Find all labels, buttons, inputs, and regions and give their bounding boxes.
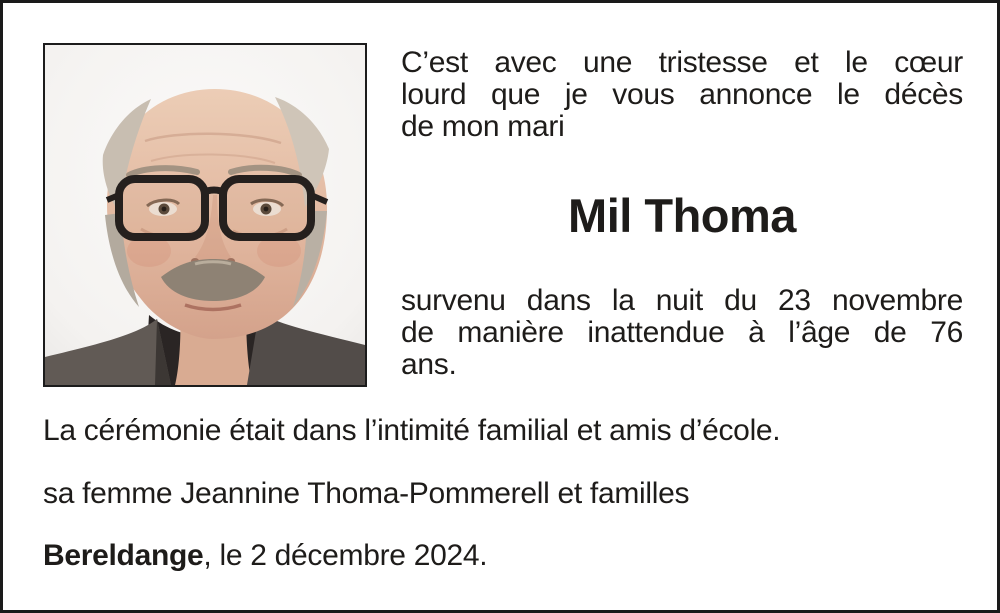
intro-paragraph xyxy=(401,47,963,143)
closing-line xyxy=(43,540,487,572)
intro-line: de mon mari xyxy=(401,110,565,143)
intro-line: lourd que je vous annonce le décès xyxy=(401,78,963,111)
death-line: survenu dans la nuit du 23 novembre xyxy=(401,284,963,317)
deceased-name: Mil Thoma xyxy=(568,189,796,242)
closing-date: , le 2 décembre 2024. xyxy=(203,539,488,572)
closing-place: Bereldange xyxy=(43,539,204,572)
ceremony-text: La cérémonie était dans l’intimité familial et amis d’école. xyxy=(43,414,781,447)
portrait-photo xyxy=(45,45,365,385)
death-line: de manière inattendue à l’âge de 76 xyxy=(401,316,963,349)
intro-line: C’est avec une tristesse et le cœur xyxy=(401,46,963,79)
portrait-photo-frame xyxy=(43,43,367,387)
family-text: sa femme Jeannine Thoma-Pommerell et familles xyxy=(43,477,690,510)
death-line: ans. xyxy=(401,348,457,381)
death-paragraph xyxy=(401,285,963,381)
